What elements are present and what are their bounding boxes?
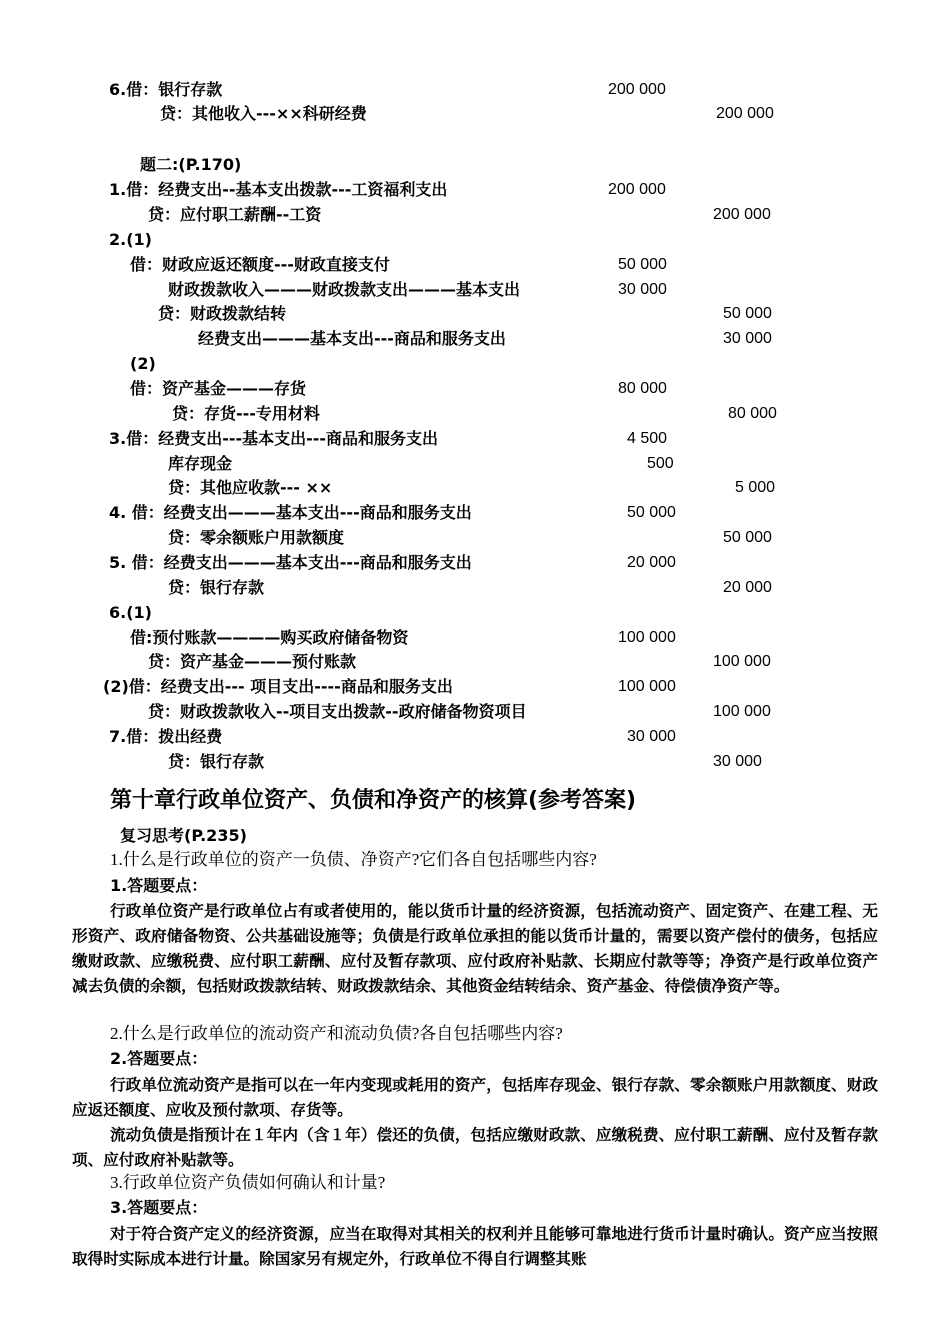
review-heading: 复习思考(P.235) (120, 826, 247, 845)
answer-3-heading: 3.答题要点： (110, 1198, 208, 1217)
journal-line: 贷：资产基金———预付账款 (148, 652, 357, 671)
journal-line: 贷：应付职工薪酬--工资 (148, 205, 322, 224)
amount: 30 000 (723, 330, 772, 347)
question-1: 1.什么是行政单位的资产一负债、净资产?它们各自包括哪些内容? (110, 850, 597, 869)
amount: 20 000 (627, 554, 676, 571)
journal-line: 贷：财政拨款结转 (158, 304, 287, 323)
journal-line: 2.(1) (109, 230, 152, 249)
answer-1-heading: 1.答题要点： (110, 876, 208, 895)
journal-line: 贷：零余额账户用款额度 (168, 528, 345, 547)
answer-2-text-2: 流动负债是指预计在１年内（含１年）偿还的负债，包括应缴财政款、应缴税费、应付职工薪酬、应付及暂存款项、应付政府补贴款等。 (72, 1126, 878, 1169)
amount: 200 000 (713, 206, 771, 223)
journal-line: 6.(1) (109, 603, 152, 622)
journal-line: (2) (130, 354, 156, 373)
amount: 200 000 (716, 105, 774, 122)
amount: 30 000 (713, 753, 762, 770)
amount: 200 000 (608, 181, 666, 198)
amount: 4 500 (627, 430, 668, 447)
amount: 100 000 (713, 653, 771, 670)
section-heading: 题二:(P.170) (140, 155, 242, 174)
journal-line: 贷：其他收入---××科研经费 (160, 104, 367, 123)
amount: 500 (647, 455, 674, 472)
journal-line: 借：资产基金———存货 (130, 379, 307, 398)
answer-2-heading: 2.答题要点： (110, 1049, 208, 1068)
amount: 200 000 (608, 81, 666, 98)
journal-line: 贷：财政拨款收入--项目支出拨款--政府储备物资项目 (148, 702, 527, 721)
journal-line: 1.借：经费支出--基本支出拨款---工资福利支出 (109, 180, 448, 199)
journal-line: 7.借：拨出经费 (109, 727, 223, 746)
journal-line: 财政拨款收入———财政拨款支出———基本支出 (168, 280, 521, 299)
journal-line: 贷：存货---专用材料 (172, 404, 320, 423)
journal-line: (2)借：经费支出--- 项目支出----商品和服务支出 (103, 677, 453, 696)
amount: 100 000 (713, 703, 771, 720)
amount: 50 000 (627, 504, 676, 521)
journal-line: 贷：其他应收款--- ×× (168, 478, 333, 497)
amount: 50 000 (723, 305, 772, 322)
answer-2-text-1: 行政单位流动资产是指可以在一年内变现或耗用的资产，包括库存现金、银行存款、零余额账户用款额度、财政应返还额度、应收及预付款项、存货等。 (72, 1076, 878, 1119)
journal-line: 贷：银行存款 (168, 578, 265, 597)
amount: 100 000 (618, 678, 676, 695)
amount: 50 000 (618, 256, 667, 273)
journal-line: 3.借：经费支出---基本支出---商品和服务支出 (109, 429, 439, 448)
amount: 30 000 (627, 728, 676, 745)
amount: 80 000 (728, 405, 777, 422)
amount: 100 000 (618, 629, 676, 646)
amount: 80 000 (618, 380, 667, 397)
amount: 30 000 (618, 281, 667, 298)
journal-line: 5. 借：经费支出———基本支出---商品和服务支出 (109, 553, 472, 572)
answer-3-text: 对于符合资产定义的经济资源，应当在取得对其相关的权利并且能够可靠地进行货币计量时确认。资产应当按照取得时实际成本进行计量。除国家另有规定外，行政单位不得自行调整其账 (72, 1225, 878, 1268)
amount: 20 000 (723, 579, 772, 596)
journal-line: 4. 借：经费支出———基本支出---商品和服务支出 (109, 503, 472, 522)
amount: 5 000 (735, 479, 776, 496)
journal-line: 6.借：银行存款 (109, 80, 223, 99)
question-3: 3.行政单位资产负债如何确认和计量? (110, 1173, 386, 1192)
journal-line: 借：财政应返还额度---财政直接支付 (130, 255, 390, 274)
journal-line: 库存现金 (168, 454, 233, 473)
answer-1-text: 行政单位资产是行政单位占有或者使用的，能以货币计量的经济资源，包括流动资产、固定资产、在建工程、无形资产、政府储备物资、公共基础设施等；负债是行政单位承担的能以货币计量的，需要以资产偿付的债务，包括应缴财政款、应缴税费、应付职工薪酬、应付及暂存款项、应付政府补贴款、长期应付款等等；净资产是行政单位资产减去负债的余额，包括财政拨款结转、财政拨款结余、其他资金结转结余、资产基金、待偿债净资产等。 (72, 902, 878, 995)
journal-line: 贷：银行存款 (168, 752, 265, 771)
chapter-title: 第十章行政单位资产、负债和净资产的核算(参考答案) (110, 788, 637, 813)
journal-line: 借:预付账款————购买政府储备物资 (130, 628, 409, 647)
journal-line: 经费支出———基本支出---商品和服务支出 (198, 329, 506, 348)
question-2: 2.什么是行政单位的流动资产和流动负债?各自包括哪些内容? (110, 1024, 563, 1043)
amount: 50 000 (723, 529, 772, 546)
